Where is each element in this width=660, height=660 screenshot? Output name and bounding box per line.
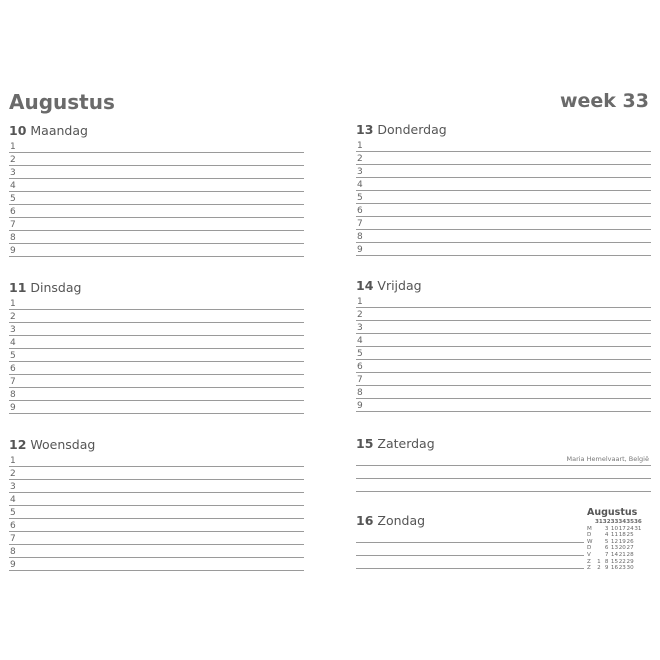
date-cell (634, 545, 642, 552)
date-cell: 10 (610, 525, 619, 532)
day-name: Donderdag (377, 122, 447, 137)
date-cell: 3 (604, 525, 609, 532)
writing-line[interactable] (356, 360, 651, 373)
date-cell: 31 (634, 525, 642, 532)
writing-line[interactable] (356, 399, 651, 412)
day-block-sunday (356, 512, 584, 569)
day-title (356, 435, 651, 453)
line-number: 4 (357, 180, 363, 190)
date-cell: 21 (618, 551, 626, 558)
date-cell (634, 559, 642, 566)
writing-line[interactable] (356, 165, 651, 178)
writing-line[interactable] (9, 192, 304, 205)
line-number: 1 (357, 297, 363, 307)
date-cell: 30 (626, 565, 634, 572)
day-title (356, 277, 651, 295)
writing-line[interactable] (9, 244, 304, 257)
date-cell: 9 (604, 565, 609, 572)
day-number: 10 (9, 123, 27, 138)
line-number: 5 (10, 194, 16, 204)
date-cell (595, 526, 603, 533)
date-cell (634, 565, 642, 572)
line-number: 9 (10, 560, 16, 570)
date-cell (634, 539, 642, 546)
day-number: 15 (356, 436, 374, 451)
day-block-friday (356, 277, 651, 412)
line-number: 3 (357, 167, 363, 177)
line-number: 4 (357, 336, 363, 346)
writing-line[interactable] (356, 530, 584, 543)
writing-line[interactable] (356, 308, 651, 321)
date-cell (595, 545, 603, 552)
writing-line[interactable] (356, 217, 651, 230)
writing-line[interactable] (9, 362, 304, 375)
weekday-label: M (587, 525, 592, 532)
date-cell: 4 (604, 532, 609, 539)
line-number: 6 (357, 206, 363, 216)
day-name: Zaterdag (377, 436, 435, 451)
line-number: 7 (357, 375, 363, 385)
date-cell: 12 (610, 538, 619, 545)
line-number: 2 (10, 155, 16, 165)
week-number-cell: 35 (626, 519, 634, 525)
day-number: 11 (9, 280, 27, 295)
writing-line[interactable] (9, 545, 304, 558)
writing-line[interactable] (9, 467, 304, 480)
writing-line[interactable] (9, 454, 304, 467)
day-name: Dinsdag (30, 280, 82, 295)
day-block-wednesday (9, 436, 304, 571)
date-cell: 8 (604, 558, 609, 565)
day-title (356, 121, 651, 139)
writing-line[interactable] (356, 373, 651, 386)
month-title: Augustus (9, 90, 115, 114)
line-number: 4 (10, 338, 16, 348)
line-number: 2 (10, 312, 16, 322)
line-number: 9 (357, 245, 363, 255)
writing-line[interactable] (356, 321, 651, 334)
line-number: 6 (10, 207, 16, 217)
week-number: week 33 (559, 90, 649, 112)
line-number: 3 (10, 325, 16, 335)
writing-line[interactable] (9, 493, 304, 506)
writing-line[interactable] (356, 204, 651, 217)
date-cell: 26 (626, 538, 634, 545)
line-number: 8 (357, 388, 363, 398)
date-cell: 22 (618, 558, 626, 565)
line-number: 7 (10, 220, 16, 230)
date-cell (595, 552, 603, 559)
writing-line[interactable] (9, 336, 304, 349)
day-title (356, 512, 584, 530)
line-number: 8 (10, 390, 16, 400)
line-number: 5 (10, 508, 16, 518)
line-number: 8 (10, 547, 16, 557)
date-cell: 1 (597, 558, 601, 565)
date-cell: 28 (626, 551, 634, 558)
date-cell: 25 (626, 532, 634, 539)
line-number: 5 (357, 349, 363, 359)
writing-line[interactable] (9, 519, 304, 532)
writing-line[interactable] (9, 297, 304, 310)
mini-calendar-title: Augustus (587, 507, 638, 518)
line-number: 2 (357, 310, 363, 320)
week-number-cell: 34 (618, 519, 627, 525)
writing-line[interactable] (9, 166, 304, 179)
line-number: 9 (10, 403, 16, 413)
writing-line[interactable] (9, 205, 304, 218)
date-cell: 5 (604, 538, 609, 545)
writing-line[interactable] (356, 191, 651, 204)
writing-line[interactable] (9, 506, 304, 519)
week-number-cell: 31 (595, 519, 603, 525)
date-cell (634, 552, 642, 559)
writing-line[interactable] (9, 388, 304, 401)
line-number: 6 (10, 364, 16, 374)
date-cell: 14 (610, 551, 619, 558)
writing-line[interactable] (356, 243, 651, 256)
line-number: 6 (10, 521, 16, 531)
weekday-label: Z (587, 565, 591, 572)
mini-calendar (587, 507, 653, 572)
writing-line[interactable] (9, 480, 304, 493)
day-number: 14 (356, 278, 374, 293)
writing-line[interactable] (9, 323, 304, 336)
writing-line[interactable] (356, 556, 584, 569)
line-number: 7 (10, 534, 16, 544)
date-cell (595, 539, 603, 546)
day-title (9, 436, 304, 454)
weekday-label: D (587, 545, 592, 552)
day-block-monday (9, 122, 304, 257)
day-name: Vrijdag (377, 278, 422, 293)
day-block-saturday (356, 435, 651, 492)
writing-line[interactable] (356, 295, 651, 308)
date-cell: 23 (618, 565, 626, 572)
writing-line[interactable] (9, 401, 304, 414)
date-cell: 20 (618, 545, 626, 552)
date-cell: 18 (618, 532, 626, 539)
line-number: 2 (357, 154, 363, 164)
writing-line[interactable] (9, 532, 304, 545)
date-cell: 11 (610, 532, 619, 539)
day-block-thursday (356, 121, 651, 256)
date-cell: 2 (597, 565, 601, 572)
date-cell: 17 (618, 525, 626, 532)
writing-line[interactable] (356, 334, 651, 347)
writing-line[interactable] (9, 375, 304, 388)
date-cell: 7 (604, 551, 609, 558)
date-cell: 29 (626, 558, 634, 565)
line-number: 1 (357, 141, 363, 151)
writing-line[interactable] (356, 479, 651, 492)
line-number: 9 (10, 246, 16, 256)
date-cell: 6 (604, 545, 609, 552)
writing-line[interactable] (9, 179, 304, 192)
weekday-label: W (587, 538, 593, 545)
weekday-label: D (587, 532, 592, 539)
date-cell: 13 (610, 545, 619, 552)
day-number: 12 (9, 437, 27, 452)
writing-line[interactable] (9, 231, 304, 244)
date-cell: 16 (610, 565, 619, 572)
line-number: 5 (357, 193, 363, 203)
writing-line[interactable] (9, 153, 304, 166)
date-cell (595, 532, 603, 539)
weekday-label: Z (587, 558, 591, 565)
day-name: Woensdag (30, 437, 96, 452)
week-header-blank (587, 519, 595, 526)
line-number: 8 (10, 233, 16, 243)
line-number: 8 (357, 232, 363, 242)
writing-line[interactable] (356, 543, 584, 556)
date-cell: 19 (618, 538, 626, 545)
line-number: 1 (10, 456, 16, 466)
date-cell (634, 532, 642, 539)
holiday-note: Maria Hemelvaart, België (566, 455, 649, 463)
writing-line[interactable] (356, 178, 651, 191)
line-number: 3 (10, 482, 16, 492)
mini-calendar-grid (587, 519, 642, 572)
day-title (9, 122, 304, 140)
writing-line[interactable] (356, 386, 651, 399)
week-number-cell: 32 (602, 519, 611, 525)
day-name: Zondag (377, 513, 426, 528)
line-number: 4 (10, 495, 16, 505)
day-block-tuesday (9, 279, 304, 414)
line-number: 5 (10, 351, 16, 361)
day-name: Maandag (30, 123, 88, 138)
line-number: 2 (10, 469, 16, 479)
writing-line[interactable] (9, 349, 304, 362)
line-number: 7 (10, 377, 16, 387)
writing-line[interactable] (356, 453, 651, 466)
date-cell: 27 (626, 545, 634, 552)
line-number: 1 (10, 299, 16, 309)
writing-line[interactable] (356, 139, 651, 152)
week-number-cell: 33 (610, 519, 619, 525)
writing-line[interactable] (9, 218, 304, 231)
line-number: 3 (357, 323, 363, 333)
line-number: 6 (357, 362, 363, 372)
line-number: 9 (357, 401, 363, 411)
line-number: 1 (10, 142, 16, 152)
writing-line[interactable] (9, 140, 304, 153)
weekday-label: V (587, 551, 591, 558)
writing-line[interactable] (356, 466, 651, 479)
day-title (9, 279, 304, 297)
line-number: 4 (10, 181, 16, 191)
week-number-cell: 36 (633, 519, 642, 525)
day-number: 16 (356, 513, 374, 528)
line-number: 3 (10, 168, 16, 178)
writing-line[interactable] (9, 310, 304, 323)
line-number: 7 (357, 219, 363, 229)
date-cell: 15 (610, 558, 619, 565)
writing-line[interactable] (356, 152, 651, 165)
writing-line[interactable] (9, 558, 304, 571)
day-number: 13 (356, 122, 374, 137)
writing-line[interactable] (356, 230, 651, 243)
date-cell: 24 (626, 525, 634, 532)
writing-line[interactable] (356, 347, 651, 360)
